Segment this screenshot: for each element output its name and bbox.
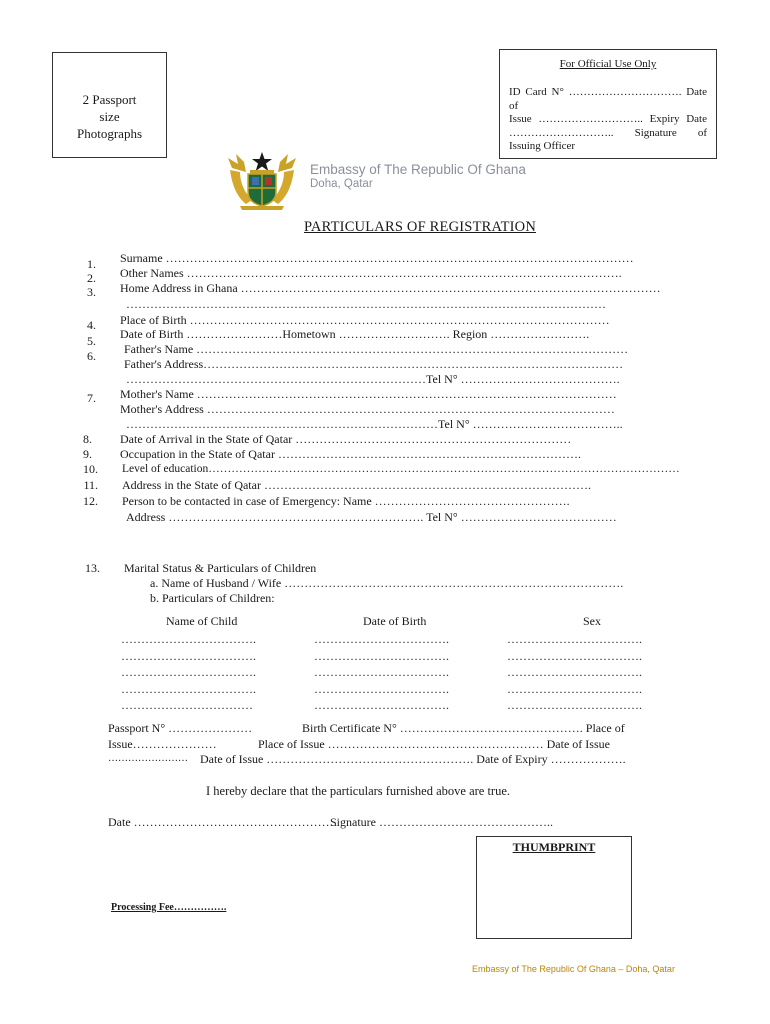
footer-text: Embassy of The Republic Of Ghana – Doha, Qatar bbox=[472, 964, 675, 974]
emergency-contact-address-field[interactable]: Address ………………………………………………………. Tel N° ………………………………… bbox=[126, 510, 617, 524]
item-number: 3. bbox=[87, 285, 96, 299]
place-of-issue-field[interactable]: Place of Issue ……………………………………………… Date of Issue bbox=[258, 737, 610, 751]
date-of-issue-expiry-field[interactable]: Date of Issue ……………………………………………. Date of Expiry ………………. bbox=[200, 752, 626, 766]
child-dob-cell[interactable]: ……………………………. bbox=[314, 649, 449, 663]
child-dob-cell[interactable]: ……………………………. bbox=[314, 682, 449, 696]
spouse-name-field[interactable]: a. Name of Husband / Wife …………………………………………………………………………. bbox=[150, 576, 624, 590]
column-header-date-of-birth: Date of Birth bbox=[363, 614, 427, 628]
item-number: 10. bbox=[83, 462, 98, 476]
ghana-coat-of-arms-icon bbox=[226, 150, 298, 210]
item-number: 13. bbox=[85, 561, 100, 575]
fathers-address-field[interactable]: Father's Address…………………………………………………………………………………………… bbox=[124, 357, 624, 371]
item-number: 6. bbox=[87, 349, 96, 363]
signature-field[interactable]: Signature …………………………………….. bbox=[330, 815, 553, 829]
child-name-cell[interactable]: ……………………………. bbox=[121, 649, 256, 663]
child-name-cell[interactable]: ……………………………. bbox=[121, 682, 256, 696]
children-particulars-heading: b. Particulars of Children: bbox=[150, 591, 275, 605]
official-use-line: ID Card N° …………………………. Date of bbox=[509, 86, 707, 112]
mothers-tel-field[interactable]: ……………………………………………………………………Tel N° ……………………………….. bbox=[126, 417, 623, 431]
child-sex-cell[interactable]: ……………………………. bbox=[507, 649, 642, 663]
fathers-tel-field[interactable]: …………………………………………………………………Tel N° …………………………………. bbox=[126, 372, 620, 386]
child-name-cell[interactable]: ……………………………. bbox=[121, 665, 256, 679]
processing-fee-label: Processing Fee……………. bbox=[111, 902, 227, 913]
official-use-title: For Official Use Only bbox=[559, 58, 657, 70]
official-use-line: Issue ……………………….. Expiry Date bbox=[509, 113, 707, 125]
date-of-birth-field[interactable]: Date of Birth ……………………Hometown ………………………. Region ……………………. bbox=[120, 327, 590, 341]
photo-box-line: size bbox=[99, 109, 120, 124]
item-number: 12. bbox=[83, 494, 98, 508]
home-address-continuation[interactable]: ………………………………………………………………………………………………………… bbox=[126, 297, 606, 311]
dots-field[interactable]: …………………… bbox=[108, 753, 188, 764]
date-of-arrival-field[interactable]: Date of Arrival in the State of Qatar …………………………………………………………… bbox=[120, 432, 572, 446]
embassy-name: Embassy of The Republic Of Ghana bbox=[310, 162, 526, 177]
child-sex-cell[interactable]: ……………………………. bbox=[507, 665, 642, 679]
emergency-contact-name-field[interactable]: Person to be contacted in case of Emergency: Name …………………………………………. bbox=[122, 494, 570, 508]
child-name-cell[interactable]: …………………………… bbox=[121, 698, 253, 712]
surname-field[interactable]: Surname ……………………………………………………………………………………………………… bbox=[120, 251, 634, 265]
birth-certificate-field[interactable]: Birth Certificate N° ………………………………………. Place of bbox=[302, 721, 625, 735]
official-use-body bbox=[509, 86, 707, 154]
item-number: 9. bbox=[83, 447, 92, 461]
thumbprint-label: THUMBPRINT bbox=[512, 840, 596, 854]
official-use-line: Issuing Officer bbox=[509, 140, 576, 152]
level-of-education-field[interactable]: Level of education…………………………………………………………………………………………………………… bbox=[122, 463, 680, 475]
other-names-field[interactable]: Other Names ………………………………………………………………………………………………. bbox=[120, 266, 622, 280]
official-use-line: ……………………….. Signature of bbox=[509, 126, 707, 139]
issue-field[interactable]: Issue………………… bbox=[108, 737, 217, 751]
item-number: 1. bbox=[87, 257, 96, 271]
item-number: 2. bbox=[87, 271, 96, 285]
thumbprint-box[interactable] bbox=[476, 836, 632, 939]
official-use-box bbox=[499, 49, 717, 159]
date-field[interactable]: Date …………………………………………… bbox=[108, 815, 338, 829]
child-sex-cell[interactable]: ……………………………. bbox=[507, 682, 642, 696]
child-sex-cell[interactable]: ……………………………. bbox=[507, 632, 642, 646]
child-dob-cell[interactable]: ……………………………. bbox=[314, 632, 449, 646]
address-in-qatar-field[interactable]: Address in the State of Qatar ………………………………………………………………………. bbox=[122, 478, 591, 492]
passport-photo-box bbox=[52, 52, 167, 158]
item-number: 8. bbox=[83, 432, 92, 446]
embassy-city: Doha, Qatar bbox=[310, 178, 373, 190]
item-number: 7. bbox=[87, 391, 96, 405]
item-number: 4. bbox=[87, 318, 96, 332]
page-title: PARTICULARS OF REGISTRATION bbox=[304, 219, 536, 235]
child-sex-cell[interactable]: ……………………………. bbox=[507, 698, 642, 712]
item-number: 5. bbox=[87, 334, 96, 348]
place-of-birth-field[interactable]: Place of Birth …………………………………………………………………………………………… bbox=[120, 313, 610, 327]
column-header-name-of-child: Name of Child bbox=[166, 614, 238, 628]
home-address-field[interactable]: Home Address in Ghana …………………………………………………………………………………………… bbox=[120, 281, 661, 295]
child-dob-cell[interactable]: ……………………………. bbox=[314, 698, 449, 712]
fathers-name-field[interactable]: Father's Name ……………………………………………………………………………………………… bbox=[124, 342, 629, 356]
child-dob-cell[interactable]: ……………………………. bbox=[314, 665, 449, 679]
passport-number-field[interactable]: Passport N° ………………… bbox=[108, 721, 253, 735]
marital-status-heading: Marital Status & Particulars of Children bbox=[124, 561, 317, 575]
photo-box-line: 2 Passport bbox=[82, 92, 137, 107]
column-header-sex: Sex bbox=[583, 614, 601, 628]
mothers-address-field[interactable]: Mother's Address ………………………………………………………………………………………… bbox=[120, 402, 615, 416]
child-name-cell[interactable]: ……………………………. bbox=[121, 632, 256, 646]
photo-box-line: Photographs bbox=[77, 126, 142, 141]
declaration-text: I hereby declare that the particulars furnished above are true. bbox=[206, 784, 511, 798]
item-number: 11. bbox=[83, 478, 98, 492]
mothers-name-field[interactable]: Mother's Name …………………………………………………………………………………………… bbox=[120, 387, 617, 401]
occupation-field[interactable]: Occupation in the State of Qatar …………………………………………………………………. bbox=[120, 447, 581, 461]
